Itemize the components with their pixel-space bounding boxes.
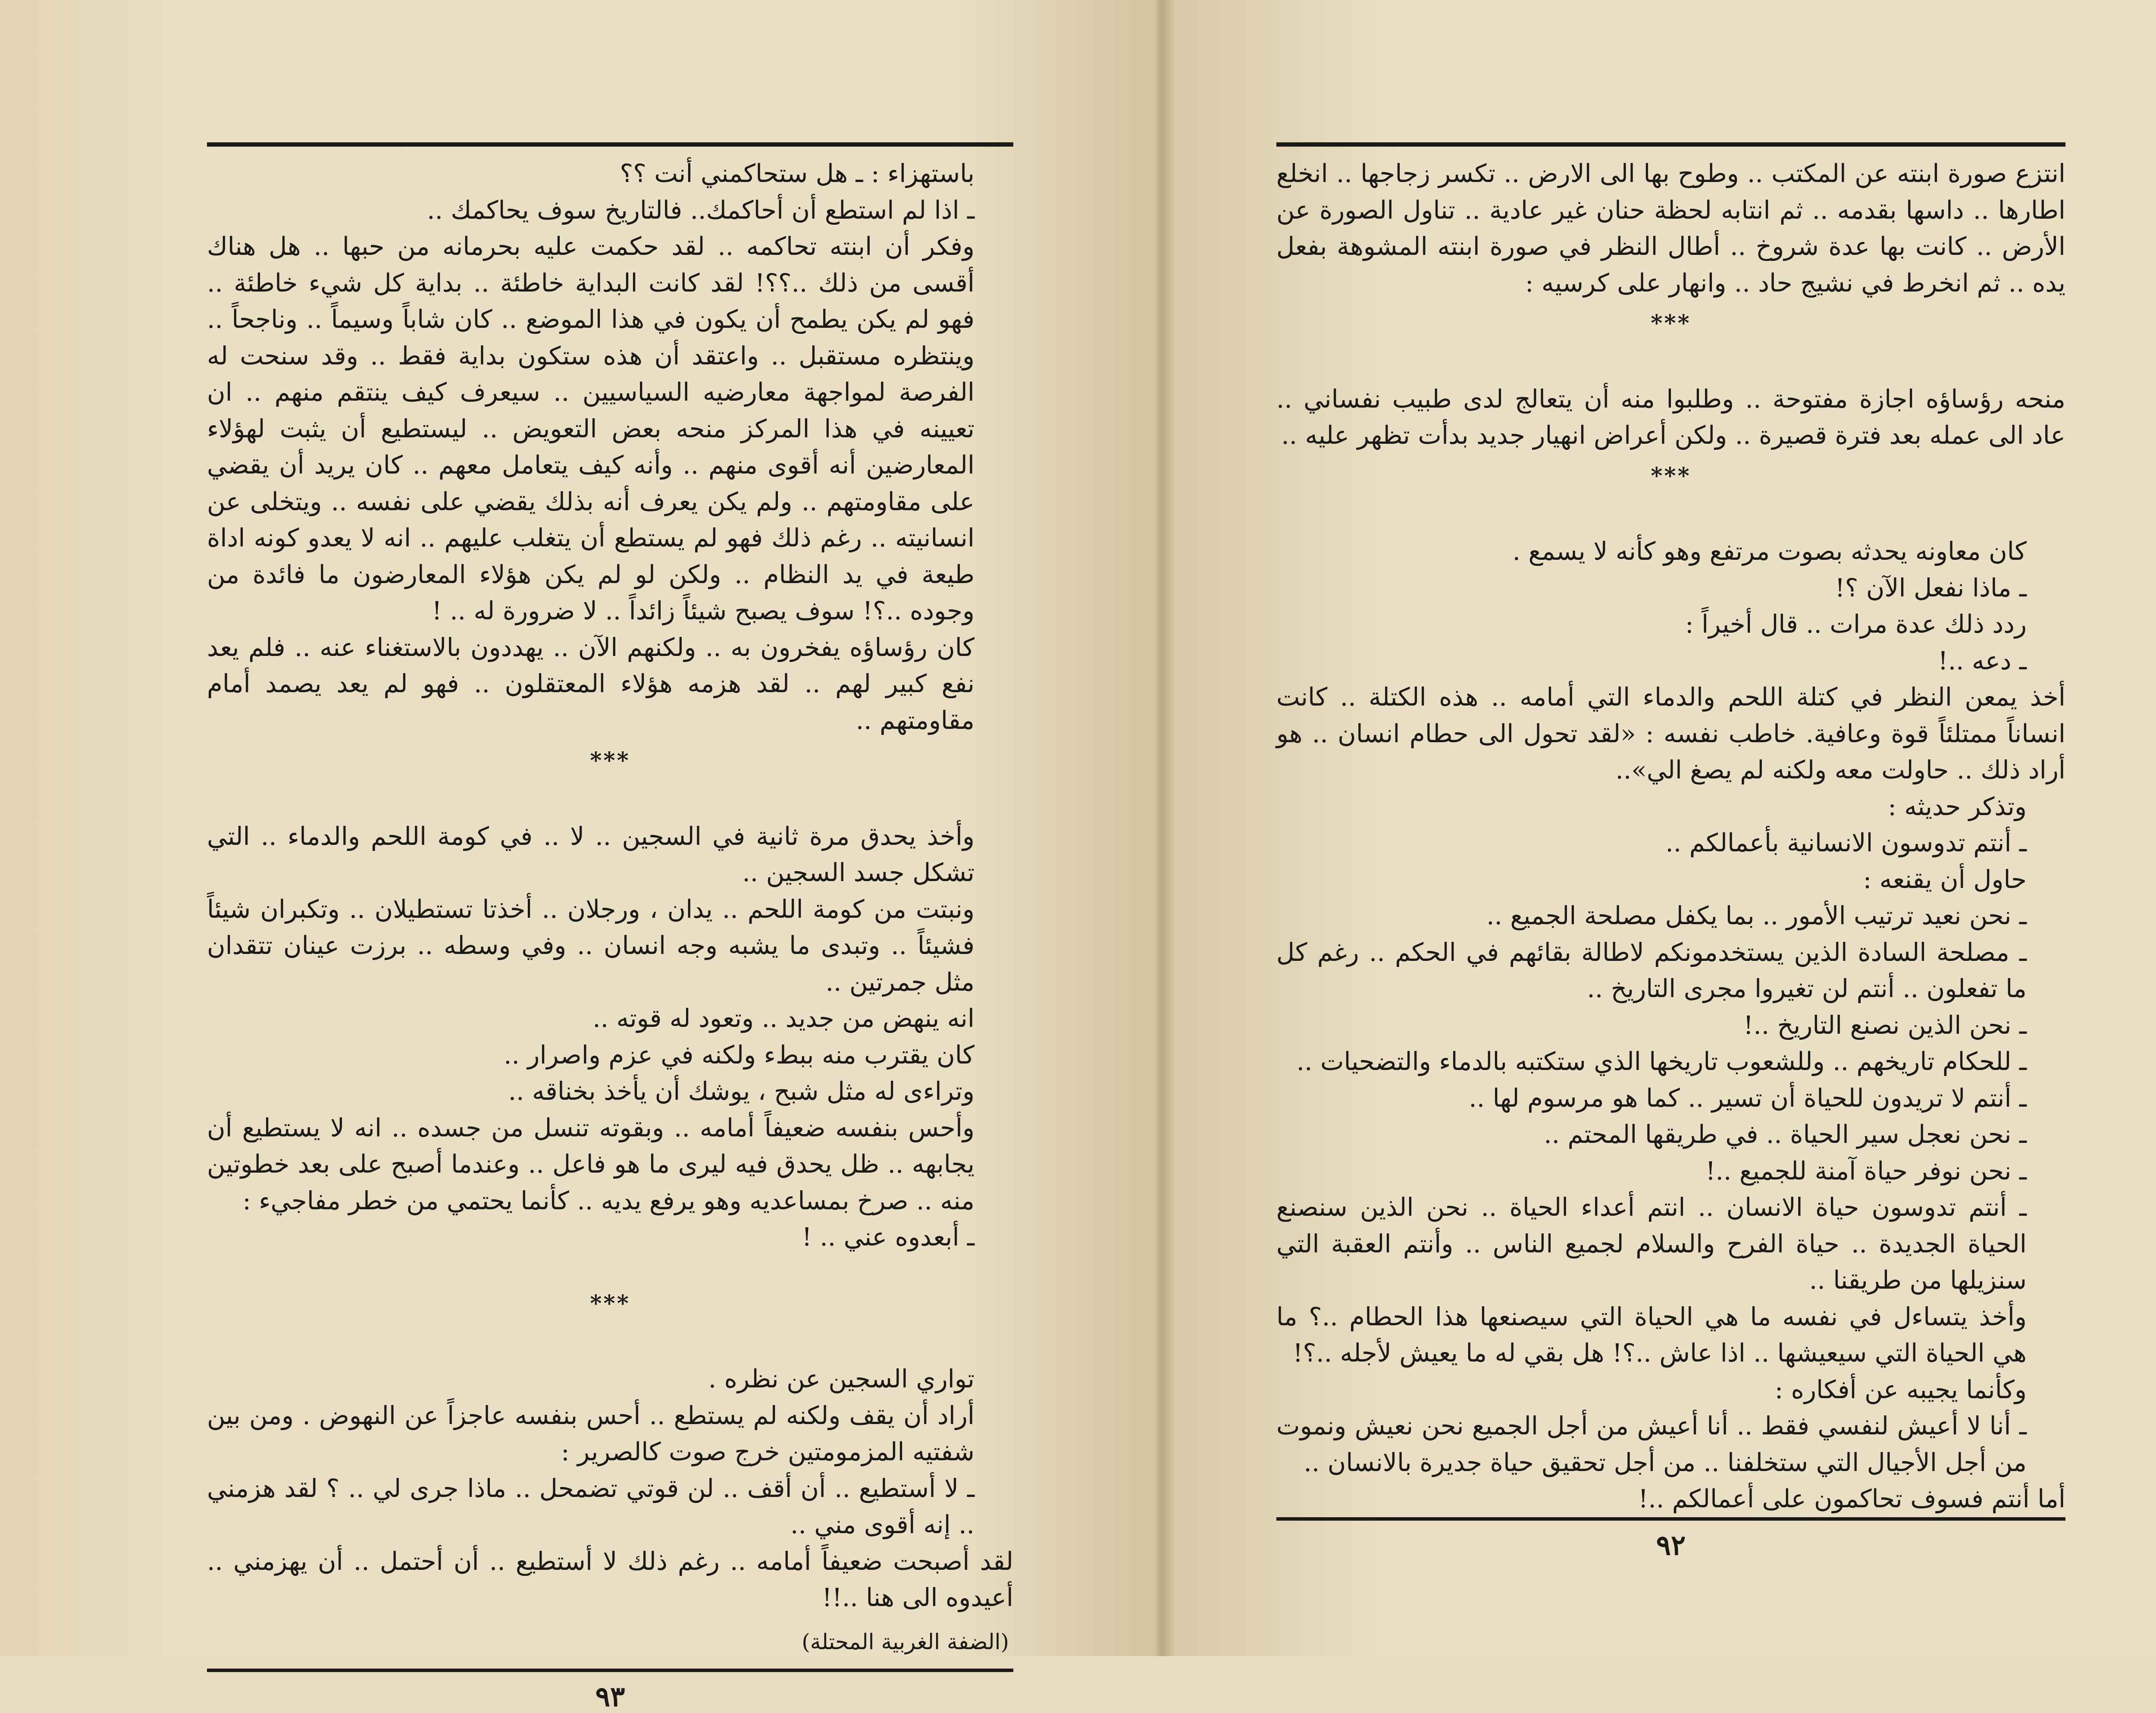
section-divider: *** bbox=[590, 747, 630, 774]
section-divider: *** bbox=[1651, 310, 1691, 336]
paragraph: ـ أنا لا أعيش لنفسي فقط .. أنا أعيش من أجل الجميع نحن نعيش ونموت من أجل الأجيال التي ستخلفنا .. من أجل تحقيق حياة جديرة بالانسان .. bbox=[1276, 1411, 2027, 1477]
paragraph: كان معاونه يحدثه بصوت مرتفع وهو كأنه لا يسمع . bbox=[1512, 536, 2027, 566]
paragraph: ـ ماذا نفعل الآن ؟! bbox=[1835, 573, 2027, 602]
section-1 bbox=[207, 155, 1013, 738]
bottom-rule bbox=[1276, 1517, 2065, 1521]
paragraph: ـ مصلحة السادة الذين يستخدمونكم لاطالة بقائهم في الحكم .. رغم كل ما تفعلون .. أنتم لن تغيروا مجرى التاريخ .. bbox=[1276, 937, 2027, 1003]
paragraph: ونبتت من كومة اللحم .. يدان ، ورجلان .. أخذتا تستطيلان .. وتكبران شيئاً فشيئاً .. وتبدى ما يشبه وجه انسان .. وفي وسطه .. برزت عينان تتقدان مثل جمرتين .. bbox=[207, 894, 975, 997]
paragraph: ـ نحن نعيد ترتيب الأمور .. بما يكفل مصلحة الجميع .. bbox=[1486, 901, 2027, 930]
paragraph: ـ لا أستطيع .. أن أقف .. لن قوتي تضمحل .. ماذا جرى لي .. ؟ لقد هزمني .. إنه أقوى مني .. bbox=[207, 1473, 975, 1539]
section-divider: *** bbox=[1651, 462, 1691, 489]
paragraph: ـ اذا لم استطع أن أحاكمك.. فالتاريخ سوف يحاكمك .. bbox=[427, 195, 975, 225]
paragraph: ـ أنتم تدوسون الانسانية بأعمالكم .. bbox=[1665, 828, 2027, 857]
author-location: (الضفة الغربية المحتلة) bbox=[802, 1629, 1009, 1654]
paragraph: وأحس بنفسه ضعيفاً أمامه .. وبقوته تنسل من جسده .. انه لا يستطيع أن يجابهه .. ظل يحدق فيه ليرى ما هو فاعل .. وعندما أصبح على بعد خطوتين منه .. صرخ بمساعديه وهو يرفع يديه .. كأنما يحتمي من خطر مفاجيء : bbox=[207, 1113, 975, 1215]
paragraph: أراد أن يقف ولكنه لم يستطع .. أحس بنفسه عاجزاً عن النهوض . ومن بين شفتيه المزمومتين خرج صوت كالصرير : bbox=[207, 1400, 975, 1466]
paragraph: انتزع صورة ابنته عن المكتب .. وطوح بها الى الارض .. تكسر زجاجها .. انخلع اطارها .. داسها بقدمه .. ثم انتابه لحظة حنان غير عادية .. تناول الصورة عن الأرض .. كانت بها عدة شروخ .. أطال النظر في صورة ابنته المشوهة بفعل يده .. ثم انخرط في نشيج حاد .. وانهار على كرسيه : bbox=[1276, 159, 2065, 298]
paragraph: لقد أصبحت ضعيفاً أمامه .. رغم ذلك لا أستطيع .. أن أحتمل .. أن يهزمني .. أعيدوه الى هنا ..!! bbox=[207, 1546, 1013, 1612]
page-number: ٩٢ bbox=[1656, 1529, 1686, 1562]
paragraph: ـ نحن الذين نصنع التاريخ ..! bbox=[1743, 1010, 2027, 1040]
section-3 bbox=[207, 1361, 1013, 1616]
paragraph: ردد ذلك عدة مرات .. قال أخيراً : bbox=[1685, 609, 2027, 639]
paragraph: باستهزاء : ـ هل ستحاكمني أنت ؟؟ bbox=[620, 159, 975, 188]
paragraph: ـ دعه ..! bbox=[1938, 646, 2027, 675]
left-page-body bbox=[207, 147, 1013, 1660]
paragraph: كان يقترب منه ببطء ولكنه في عزم واصرار .. bbox=[504, 1040, 975, 1070]
right-page bbox=[1276, 142, 2065, 1562]
section-divider: *** bbox=[590, 1290, 630, 1317]
bottom-rule bbox=[207, 1669, 1013, 1672]
paragraph: وتراءى له مثل شبح ، يوشك أن يأخذ بخناقه .. bbox=[508, 1076, 975, 1106]
paragraph: وأخذ يحدق مرة ثانية في السجين .. لا .. في كومة اللحم والدماء .. التي تشكل جسد السجين .. bbox=[207, 821, 975, 887]
paragraph: تواري السجين عن نظره . bbox=[708, 1364, 975, 1393]
paragraph: وتذكر حديثه : bbox=[1888, 791, 2027, 821]
paragraph: ـ أبعدوه عني .. ! bbox=[802, 1222, 975, 1252]
top-rule bbox=[1276, 142, 2065, 147]
paragraph: ـ للحكام تاريخهم .. وللشعوب تاريخها الذي ستكتبه بالدماء والتضحيات .. bbox=[1296, 1047, 2027, 1076]
section-2 bbox=[207, 818, 1013, 1255]
section-1 bbox=[1276, 155, 2065, 301]
section-2 bbox=[1276, 381, 2065, 454]
right-page-body bbox=[1276, 147, 2065, 1517]
paragraph: وأخذ يتساءل في نفسه ما هي الحياة التي سيصنعها هذا الحطام ..؟ ما هي الحياة التي سيعيشها .. اذا عاش ..؟! هل بقي له ما يعيش لأجله ..؟! bbox=[1276, 1302, 2027, 1368]
left-page bbox=[207, 142, 1013, 1713]
paragraph: أما أنتم فسوف تحاكمون على أعمالكم ..! bbox=[1638, 1484, 2065, 1513]
paragraph: كان رؤساؤه يفخرون به .. ولكنهم الآن .. يهددون بالاستغناء عنه .. فلم يعد نفع كبير لهم .. لقد هزمه هؤلاء المعتقلون .. فهو لم يعد يصمد أمام مقاومتهم .. bbox=[207, 632, 975, 735]
paragraph: وكأنما يجيبه عن أفكاره : bbox=[1774, 1374, 2027, 1404]
paragraph: ـ أنتم تدوسون حياة الانسان .. انتم أعداء الحياة .. نحن الذين سنصنع الحياة الجديدة .. حياة الفرح والسلام لجميع الناس .. وأنتم العقبة التي سنزيلها من طريقنا .. bbox=[1276, 1192, 2027, 1295]
paragraph: ـ نحن نوفر حياة آمنة للجميع ..! bbox=[1705, 1156, 2027, 1186]
page-number: ٩٣ bbox=[595, 1681, 625, 1713]
section-3 bbox=[1276, 533, 2065, 1517]
paragraph: منحه رؤساؤه اجازة مفتوحة .. وطلبوا منه أن يتعالج لدى طبيب نفساني .. عاد الى عمله بعد فترة قصيرة .. ولكن أعراض انهيار جديد بدأت تظهر عليه .. bbox=[1276, 384, 2065, 450]
paragraph: حاول أن يقنعه : bbox=[1863, 864, 2027, 894]
top-rule bbox=[207, 142, 1013, 147]
paragraph: ـ نحن نعجل سير الحياة .. في طريقها المحتم .. bbox=[1544, 1120, 2027, 1149]
paragraph: انه ينهض من جديد .. وتعود له قوته .. bbox=[592, 1004, 975, 1033]
paragraph: ـ أنتم لا تريدون للحياة أن تسير .. كما هو مرسوم لها .. bbox=[1469, 1083, 2027, 1113]
paragraph: أخذ يمعن النظر في كتلة اللحم والدماء التي أمامه .. هذه الكتلة .. كانت انساناً ممتلئاً قوة وعافية. خاطب نفسه : «لقد تحول الى حطام انسان .. هو أراد ذلك .. حاولت معه ولكنه لم يصغ الي».. bbox=[1276, 682, 2065, 784]
paragraph: وفكر أن ابنته تحاكمه .. لقد حكمت عليه بحرمانه من حبها .. هل هناك أقسى من ذلك ..؟؟! لقد كانت البداية خاطئة .. بداية كل شيء خاطئة .. فهو لم يكن يطمح أن يكون في هذا الموضع .. كان شاباً وسيماً .. وناجحاً .. وينتظره مستقبل .. واعتقد أن هذه ستكون بداية فقط .. وقد سنحت له الفرصة لمواجهة معارضيه السياسيين .. سيعرف كيف ينتقم منهم .. ان تعيينه في هذا المركز منحه بعض التعويض .. ليستطيع أن يثبت لهؤلاء المعارضين أنه أقوى منهم .. وأنه كيف يتعامل معهم .. كان يريد أن يقضي على مقاومتهم .. ولم يكن يعرف أنه بذلك يقضي على نفسه .. ويتخلى عن انسانيته .. رغم ذلك فهو لم يستطع أن يتغلب عليهم .. انه لا يعدو كونه اداة طيعة في يد النظام .. ولكن لو لم يكن هؤلاء المعارضون ما فائدة من وجوده ..؟! سوف يصبح شيئاً زائداً .. لا ضرورة له .. ! bbox=[207, 232, 975, 625]
